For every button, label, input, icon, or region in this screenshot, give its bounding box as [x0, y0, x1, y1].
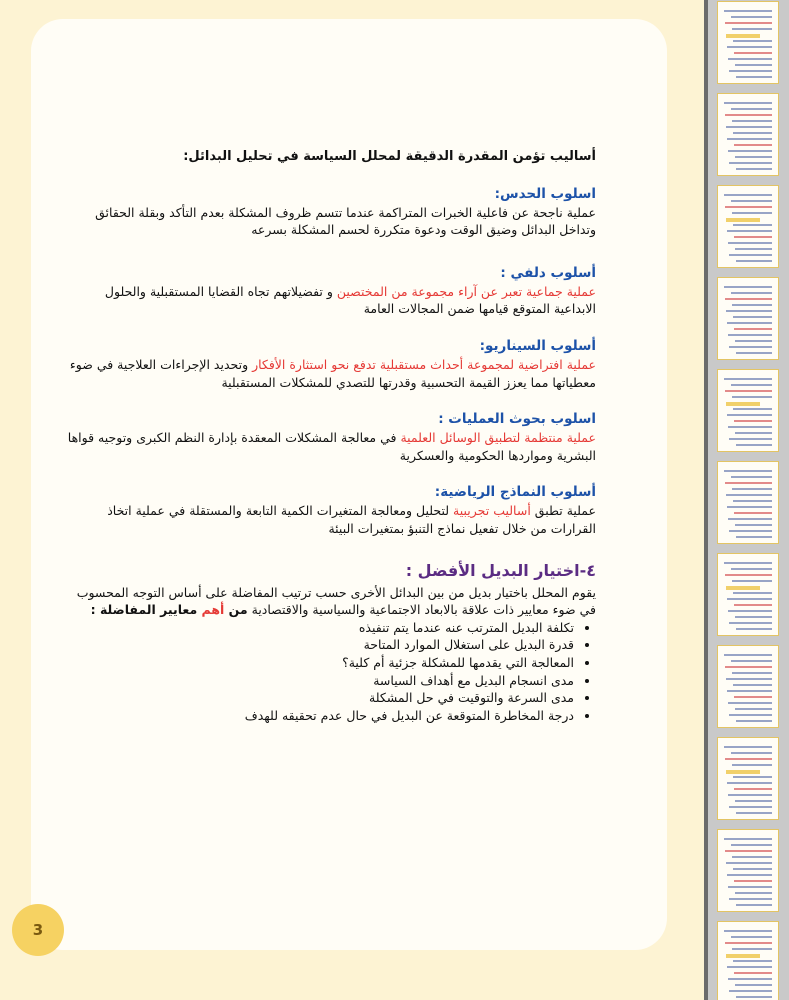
- method-title: اسلوب الحدس:: [494, 185, 596, 202]
- method-title: أسلوب السيناريو:: [479, 337, 596, 354]
- page-thumbnail[interactable]: [717, 369, 779, 452]
- page-thumbnail[interactable]: [717, 829, 779, 912]
- list-item: • مدى انسجام البديل مع أهداف السياسة: [60, 672, 574, 690]
- method-description: عملية جماعية تعبر عن آراء مجموعة من المختصين و تفضيلاتهم تجاه القضايا المستقبلية والحلول الابداعية المتوقع قيامها ضمن المجالات العامة: [104, 283, 596, 317]
- page-thumbnail[interactable]: [717, 461, 779, 544]
- method-description: عملية افتراضية لمجموعة أحداث مستقبلية تدفع نحو استثارة الأفكار وتحديد الإجراءات العلاجية في ضوء معطياتها مما يعزز القيمة التحسبية وقدرتها للتصدي للمشكلات المستقبلية: [69, 356, 596, 390]
- page-thumbnail[interactable]: [717, 645, 779, 728]
- page-thumbnail[interactable]: [717, 921, 779, 1000]
- method-description: عملية تطبق أساليب تجريبية لتحليل ومعالجة المتغيرات الكمية التابعة والمستقلة في عملية اتخاذ القرارات من خلال تفعيل نماذج التنبؤ بمتغيرات البيئة: [107, 503, 596, 536]
- method-mathematical-models: [60, 482, 596, 537]
- method-delphi: [60, 263, 596, 318]
- method-operations-research: [60, 409, 596, 464]
- method-scenario: [60, 336, 596, 391]
- page-thumbnail[interactable]: [717, 93, 779, 176]
- list-item: • درجة المخاطرة المتوقعة عن البديل في حال عدم تحقيقه للهدف: [60, 707, 574, 725]
- section-body: يقوم المحلل باختيار بديل من بين البدائل الأخرى حسب ترتيب المفاضلة على أساس التوجه المحسوب في ضوء معايير ذات علاقة بالابعاد الاجتماعية والسياسية والاقتصادية من أهم معايير المفاضلة :: [76, 584, 596, 618]
- best-alternative-section: [60, 560, 596, 725]
- page-thumbnail[interactable]: [717, 185, 779, 268]
- page-thumbnail[interactable]: [717, 277, 779, 360]
- method-title: اسلوب بحوث العمليات :: [438, 411, 596, 428]
- method-description: عملية منتظمة لتطبيق الوسائل العلمية في معالجة المشكلات المعقدة بإدارة النظم الكبرى وتوجيه قواها البشرية ومواردها الحكومية والعسكرية: [67, 430, 596, 463]
- method-intuition: [60, 184, 596, 239]
- page-thumbnail[interactable]: [717, 1, 779, 84]
- list-item: • المعالجة التي يقدمها للمشكلة جزئية أم كلية؟: [60, 654, 574, 672]
- section-heading: ٤-اختيار البديل الأفضل :: [405, 560, 596, 580]
- page-thumbnail[interactable]: [717, 553, 779, 636]
- page-content: [60, 148, 596, 724]
- thumbnail-sidebar[interactable]: [708, 0, 789, 1000]
- list-item: • قدرة البديل على استغلال الموارد المتاحة: [60, 636, 574, 654]
- list-item: • تكلفة البديل المترتب عنه عندما يتم تنفيذه: [60, 619, 574, 637]
- criteria-list: [60, 619, 596, 725]
- page-number-badge: 3: [12, 904, 64, 956]
- method-title: أسلوب النماذج الرياضية:: [434, 484, 596, 501]
- method-title: أسلوب دلفي :: [500, 264, 596, 281]
- list-item: • مدى السرعة والتوقيت في حل المشكلة: [60, 689, 574, 707]
- page-thumbnail[interactable]: [717, 737, 779, 820]
- intro-heading: أساليب تؤمن المقدرة الدقيقة لمحلل السياسة في تحليل البدائل:: [183, 149, 596, 164]
- method-description: عملية ناجحة عن فاعلية الخبرات المتراكمة عندما تتسم ظروف المشكلة بعدم التأكد وبقلة الحقائق وتداخل البدائل وضيق الوقت ودعوة متكررة لحسم المشكلة بسرعه: [95, 204, 596, 238]
